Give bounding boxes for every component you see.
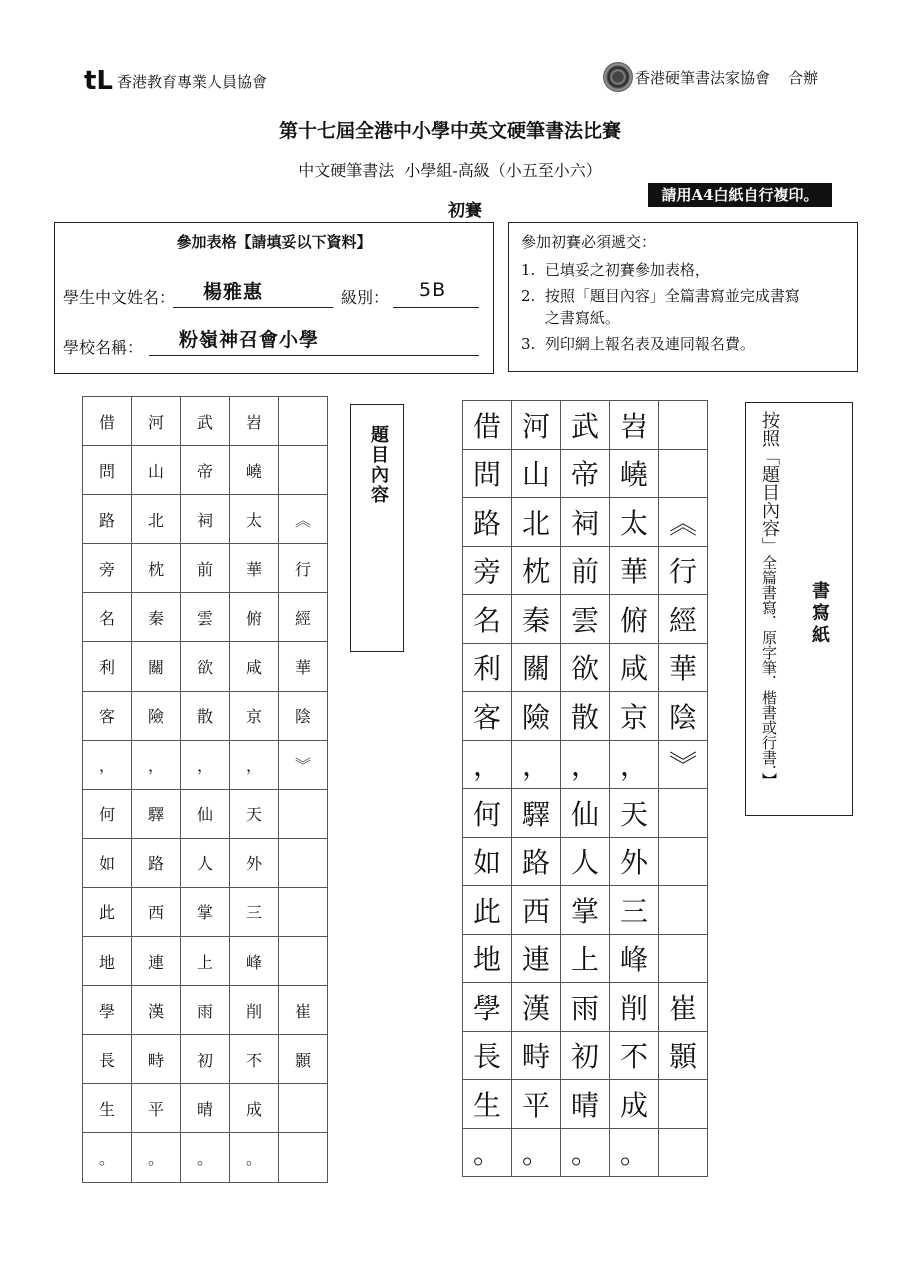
writing-grid-cell[interactable]: 平 bbox=[512, 1080, 561, 1129]
topic-grid-cell: 行 bbox=[279, 544, 328, 593]
writing-grid-cell[interactable]: ︾ bbox=[659, 740, 708, 789]
writing-grid-cell[interactable]: 如 bbox=[463, 837, 512, 886]
writing-grid-cell[interactable]: 秦 bbox=[512, 595, 561, 644]
topic-grid-row bbox=[83, 740, 328, 789]
topic-grid-cell bbox=[279, 1133, 328, 1182]
writing-grid-row bbox=[463, 789, 708, 838]
photocopy-notice: 請用A4白紙自行複印。 bbox=[648, 183, 832, 207]
student-name-value[interactable]: 楊雅惠 bbox=[203, 281, 264, 303]
calligraphy-association-seal-icon bbox=[603, 62, 633, 92]
topic-grid-cell: 京 bbox=[230, 691, 279, 740]
writing-grid-row bbox=[463, 692, 708, 741]
topic-grid-row bbox=[83, 937, 328, 986]
topic-grid-cell: 關 bbox=[132, 642, 181, 691]
topic-grid-row bbox=[83, 986, 328, 1035]
topic-grid-cell: 雲 bbox=[181, 593, 230, 642]
co-organize-label: 合辦 bbox=[788, 68, 819, 87]
writing-paper-label: 書寫紙 bbox=[809, 581, 830, 647]
writing-grid-cell[interactable]: 西 bbox=[512, 886, 561, 935]
topic-grid-cell: 帝 bbox=[181, 446, 230, 495]
writing-grid-cell[interactable]: 經 bbox=[659, 595, 708, 644]
writing-grid-row bbox=[463, 595, 708, 644]
writing-grid-cell[interactable]: 上 bbox=[561, 934, 610, 983]
topic-grid-cell: 晴 bbox=[181, 1084, 230, 1133]
topic-grid-cell: 祠 bbox=[181, 495, 230, 544]
topic-grid-cell bbox=[279, 446, 328, 495]
topic-grid-cell: 借 bbox=[83, 397, 132, 446]
topic-grid-cell: 路 bbox=[132, 838, 181, 887]
topic-grid-cell: 此 bbox=[83, 887, 132, 936]
writing-grid-cell[interactable]: 險 bbox=[512, 692, 561, 741]
hkpte-logo: tL bbox=[84, 66, 113, 96]
writing-grid-cell[interactable]: 路 bbox=[512, 837, 561, 886]
topic-grid-cell: 前 bbox=[181, 544, 230, 593]
writing-grid-cell[interactable]: ， bbox=[610, 740, 659, 789]
topic-grid-row bbox=[83, 1084, 328, 1133]
entry-form-heading: 參加表格【請填妥以下資料】 bbox=[176, 233, 372, 251]
writing-grid-cell[interactable]: 帝 bbox=[561, 449, 610, 498]
writing-grid-cell[interactable]: 仙 bbox=[561, 789, 610, 838]
writing-grid-cell[interactable]: 。 bbox=[610, 1128, 659, 1177]
topic-grid-cell: 岧 bbox=[230, 397, 279, 446]
topic-grid-cell: 山 bbox=[132, 446, 181, 495]
writing-grid-cell[interactable]: 問 bbox=[463, 449, 512, 498]
topic-grid-cell: 經 bbox=[279, 593, 328, 642]
writing-grid-cell[interactable]: 北 bbox=[512, 498, 561, 547]
topic-grid-cell: 陰 bbox=[279, 691, 328, 740]
requirement-item: 2. 按照「題目內容」全篇書寫並完成書寫 bbox=[521, 287, 800, 305]
writing-grid-cell[interactable]: 客 bbox=[463, 692, 512, 741]
student-name-label: 學生中文姓名： bbox=[63, 288, 176, 307]
school-name-label: 學校名稱： bbox=[63, 338, 144, 357]
writing-instruction-box bbox=[745, 402, 853, 816]
writing-grid-cell[interactable]: 何 bbox=[463, 789, 512, 838]
writing-grid-cell[interactable]: 山 bbox=[512, 449, 561, 498]
writing-grid-cell[interactable]: 天 bbox=[610, 789, 659, 838]
writing-grid-cell[interactable]: 。 bbox=[561, 1128, 610, 1177]
writing-grid-cell[interactable]: 掌 bbox=[561, 886, 610, 935]
topic-grid-cell: 北 bbox=[132, 495, 181, 544]
grade-value[interactable]: 5B bbox=[419, 279, 447, 301]
writing-grid-cell[interactable]: 此 bbox=[463, 886, 512, 935]
topic-grid-cell: ︽ bbox=[279, 495, 328, 544]
writing-grid-cell[interactable]: 成 bbox=[610, 1080, 659, 1129]
writing-grid-cell[interactable]: 陰 bbox=[659, 692, 708, 741]
writing-grid-row bbox=[463, 401, 708, 450]
topic-grid-cell: 外 bbox=[230, 838, 279, 887]
topic-grid-cell: 枕 bbox=[132, 544, 181, 593]
topic-grid-cell: 客 bbox=[83, 691, 132, 740]
organizer-left bbox=[84, 68, 267, 94]
writing-grid-cell[interactable]: ︽ bbox=[659, 498, 708, 547]
writing-grid-cell[interactable]: 太 bbox=[610, 498, 659, 547]
topic-grid-cell: 利 bbox=[83, 642, 132, 691]
competition-title: 第十七屆全港中小學中英文硬筆書法比賽 bbox=[278, 120, 621, 142]
requirement-item: 之書寫紙。 bbox=[521, 309, 620, 327]
writing-grid-cell[interactable]: 路 bbox=[463, 498, 512, 547]
writing-grid-cell[interactable]: 關 bbox=[512, 643, 561, 692]
topic-grid-row bbox=[83, 397, 328, 446]
writing-grid-cell[interactable]: 不 bbox=[610, 1031, 659, 1080]
topic-grid-cell: 崔 bbox=[279, 986, 328, 1035]
topic-grid-cell: 秦 bbox=[132, 593, 181, 642]
topic-grid-cell: 三 bbox=[230, 887, 279, 936]
writing-grid-cell[interactable]: 削 bbox=[610, 983, 659, 1032]
topic-grid-cell: 旁 bbox=[83, 544, 132, 593]
writing-grid-cell[interactable]: 峰 bbox=[610, 934, 659, 983]
topic-grid-cell: ， bbox=[230, 740, 279, 789]
topic-grid-cell: 仙 bbox=[181, 789, 230, 838]
topic-label-box bbox=[350, 404, 404, 652]
topic-grid-row bbox=[83, 1035, 328, 1084]
writing-grid-cell[interactable]: 俯 bbox=[610, 595, 659, 644]
writing-grid-cell[interactable]: 顥 bbox=[659, 1031, 708, 1080]
writing-instruction-suffix: 全篇書寫．原字筆．楷書或行書．】 bbox=[760, 555, 778, 788]
topic-grid-row bbox=[83, 789, 328, 838]
writing-grid-cell[interactable]: 地 bbox=[463, 934, 512, 983]
grade-label: 級別： bbox=[341, 288, 390, 307]
topic-grid-row bbox=[83, 446, 328, 495]
topic-grid-row bbox=[83, 691, 328, 740]
requirements-box bbox=[508, 222, 858, 372]
writing-paper-grid bbox=[462, 400, 708, 1177]
writing-grid-cell[interactable] bbox=[659, 934, 708, 983]
topic-grid-cell: 。 bbox=[83, 1133, 132, 1182]
writing-grid-cell[interactable]: 行 bbox=[659, 546, 708, 595]
writing-grid-cell[interactable]: 漢 bbox=[512, 983, 561, 1032]
writing-grid-row bbox=[463, 740, 708, 789]
writing-grid-row bbox=[463, 1031, 708, 1080]
writing-grid-cell[interactable]: 三 bbox=[610, 886, 659, 935]
topic-grid-cell: 削 bbox=[230, 986, 279, 1035]
writing-grid-row bbox=[463, 1080, 708, 1129]
topic-grid-cell: 。 bbox=[181, 1133, 230, 1182]
round-label: 初賽 bbox=[448, 201, 482, 221]
topic-grid-cell: 漢 bbox=[132, 986, 181, 1035]
topic-grid-row bbox=[83, 838, 328, 887]
topic-grid-cell bbox=[279, 397, 328, 446]
writing-grid-cell[interactable]: 畤 bbox=[512, 1031, 561, 1080]
writing-grid-cell[interactable] bbox=[659, 1080, 708, 1129]
writing-instruction-prefix: 按照「題目內容」 bbox=[759, 411, 780, 555]
writing-grid-row bbox=[463, 837, 708, 886]
topic-grid-cell: 上 bbox=[181, 937, 230, 986]
writing-grid-cell[interactable]: 人 bbox=[561, 837, 610, 886]
topic-grid-cell: 。 bbox=[230, 1133, 279, 1182]
topic-grid-cell: 地 bbox=[83, 937, 132, 986]
writing-grid-cell[interactable]: 咸 bbox=[610, 643, 659, 692]
topic-grid-cell: ， bbox=[83, 740, 132, 789]
topic-grid-cell bbox=[279, 937, 328, 986]
writing-grid-row bbox=[463, 934, 708, 983]
topic-grid-cell: 雨 bbox=[181, 986, 230, 1035]
writing-grid-cell[interactable]: 利 bbox=[463, 643, 512, 692]
topic-grid-cell: ， bbox=[181, 740, 230, 789]
topic-grid-cell: 。 bbox=[132, 1133, 181, 1182]
writing-grid-cell[interactable]: 前 bbox=[561, 546, 610, 595]
topic-grid-cell: 長 bbox=[83, 1035, 132, 1084]
topic-grid-cell: 驛 bbox=[132, 789, 181, 838]
writing-grid-cell[interactable]: 初 bbox=[561, 1031, 610, 1080]
topic-grid-cell: 掌 bbox=[181, 887, 230, 936]
writing-grid-cell[interactable] bbox=[659, 449, 708, 498]
topic-grid-cell: 顥 bbox=[279, 1035, 328, 1084]
topic-grid-cell: 散 bbox=[181, 691, 230, 740]
topic-grid-cell: 成 bbox=[230, 1084, 279, 1133]
writing-grid-cell[interactable] bbox=[659, 1128, 708, 1177]
writing-grid-cell[interactable]: 祠 bbox=[561, 498, 610, 547]
writing-grid-cell[interactable]: 欲 bbox=[561, 643, 610, 692]
topic-grid-row bbox=[83, 1133, 328, 1182]
writing-grid-cell[interactable]: 名 bbox=[463, 595, 512, 644]
topic-grid-cell: 峰 bbox=[230, 937, 279, 986]
topic-grid-cell: 初 bbox=[181, 1035, 230, 1084]
topic-grid-row bbox=[83, 642, 328, 691]
writing-grid-cell[interactable]: 河 bbox=[512, 401, 561, 450]
topic-grid-cell: 天 bbox=[230, 789, 279, 838]
writing-grid-row bbox=[463, 498, 708, 547]
topic-grid-cell: 名 bbox=[83, 593, 132, 642]
organizer-right-name: 香港硬筆書法家協會 bbox=[635, 68, 771, 87]
topic-grid-cell: 問 bbox=[83, 446, 132, 495]
writing-grid-cell[interactable]: 岧 bbox=[610, 401, 659, 450]
topic-label: 題目內容 bbox=[368, 425, 389, 505]
writing-grid-cell[interactable]: 連 bbox=[512, 934, 561, 983]
topic-grid-cell: 生 bbox=[83, 1084, 132, 1133]
topic-grid-cell: 俯 bbox=[230, 593, 279, 642]
topic-content-grid bbox=[82, 396, 328, 1183]
topic-grid-cell: 平 bbox=[132, 1084, 181, 1133]
topic-grid-row bbox=[83, 887, 328, 936]
writing-grid-cell[interactable]: ， bbox=[463, 740, 512, 789]
topic-grid-cell bbox=[279, 887, 328, 936]
writing-grid-cell[interactable]: 學 bbox=[463, 983, 512, 1032]
writing-grid-cell[interactable]: 生 bbox=[463, 1080, 512, 1129]
entry-form-box bbox=[54, 222, 494, 374]
writing-grid-cell[interactable] bbox=[659, 837, 708, 886]
writing-instruction bbox=[756, 411, 782, 811]
topic-grid-cell: 險 bbox=[132, 691, 181, 740]
topic-grid-row bbox=[83, 544, 328, 593]
requirements-heading: 參加初賽必須遞交： bbox=[521, 233, 657, 251]
writing-grid-cell[interactable]: 借 bbox=[463, 401, 512, 450]
writing-grid-row bbox=[463, 643, 708, 692]
topic-grid-cell: 學 bbox=[83, 986, 132, 1035]
writing-grid-cell[interactable]: 嶢 bbox=[610, 449, 659, 498]
writing-grid-row bbox=[463, 886, 708, 935]
writing-grid-cell[interactable]: 。 bbox=[512, 1128, 561, 1177]
topic-grid-cell: 華 bbox=[279, 642, 328, 691]
writing-grid-cell[interactable]: 京 bbox=[610, 692, 659, 741]
writing-grid-cell[interactable]: 枕 bbox=[512, 546, 561, 595]
topic-grid-cell: 武 bbox=[181, 397, 230, 446]
writing-grid-cell[interactable]: 崔 bbox=[659, 983, 708, 1032]
writing-grid-cell[interactable]: 外 bbox=[610, 837, 659, 886]
topic-grid-cell: 咸 bbox=[230, 642, 279, 691]
topic-grid-cell: 華 bbox=[230, 544, 279, 593]
writing-grid-cell[interactable] bbox=[659, 401, 708, 450]
topic-grid-cell: 不 bbox=[230, 1035, 279, 1084]
writing-grid-row bbox=[463, 983, 708, 1032]
topic-grid-row bbox=[83, 593, 328, 642]
requirement-item: 1. 已填妥之初賽參加表格， bbox=[521, 261, 710, 279]
topic-grid-cell: ︾ bbox=[279, 740, 328, 789]
topic-grid-cell: 嶢 bbox=[230, 446, 279, 495]
requirement-item: 3. 列印網上報名表及連同報名費。 bbox=[521, 335, 755, 353]
topic-grid-cell bbox=[279, 789, 328, 838]
writing-grid-cell[interactable]: ， bbox=[561, 740, 610, 789]
organizer-left-name: 香港教育專業人員協會 bbox=[117, 72, 268, 91]
writing-grid-cell[interactable]: 旁 bbox=[463, 546, 512, 595]
writing-grid-cell[interactable]: 雲 bbox=[561, 595, 610, 644]
writing-grid-row bbox=[463, 1128, 708, 1177]
topic-grid-cell: 連 bbox=[132, 937, 181, 986]
topic-grid-cell: 何 bbox=[83, 789, 132, 838]
writing-grid-cell[interactable]: 散 bbox=[561, 692, 610, 741]
topic-grid-cell: ， bbox=[132, 740, 181, 789]
topic-grid-cell: 西 bbox=[132, 887, 181, 936]
topic-grid-row bbox=[83, 495, 328, 544]
school-name-value[interactable]: 粉嶺神召會小學 bbox=[179, 329, 320, 351]
writing-grid-cell[interactable]: 驛 bbox=[512, 789, 561, 838]
writing-grid-cell[interactable] bbox=[659, 886, 708, 935]
topic-grid-cell: 太 bbox=[230, 495, 279, 544]
writing-grid-cell[interactable]: 晴 bbox=[561, 1080, 610, 1129]
writing-grid-cell[interactable]: 華 bbox=[610, 546, 659, 595]
topic-grid-cell: 人 bbox=[181, 838, 230, 887]
topic-grid-cell: 畤 bbox=[132, 1035, 181, 1084]
writing-grid-cell[interactable] bbox=[659, 789, 708, 838]
topic-grid-cell: 欲 bbox=[181, 642, 230, 691]
topic-grid-cell: 路 bbox=[83, 495, 132, 544]
writing-grid-row bbox=[463, 546, 708, 595]
topic-grid-cell: 河 bbox=[132, 397, 181, 446]
writing-grid-cell[interactable]: 武 bbox=[561, 401, 610, 450]
writing-grid-cell[interactable]: 雨 bbox=[561, 983, 610, 1032]
writing-grid-cell[interactable]: 華 bbox=[659, 643, 708, 692]
writing-grid-row bbox=[463, 449, 708, 498]
category-subtitle: 中文硬筆書法 小學組-高級（小五至小六） bbox=[298, 161, 602, 180]
topic-grid-cell bbox=[279, 838, 328, 887]
writing-grid-cell[interactable]: 長 bbox=[463, 1031, 512, 1080]
topic-grid-cell: 如 bbox=[83, 838, 132, 887]
organizer-right bbox=[603, 62, 818, 92]
writing-grid-cell[interactable]: 。 bbox=[463, 1128, 512, 1177]
writing-grid-cell[interactable]: ， bbox=[512, 740, 561, 789]
topic-grid-cell bbox=[279, 1084, 328, 1133]
